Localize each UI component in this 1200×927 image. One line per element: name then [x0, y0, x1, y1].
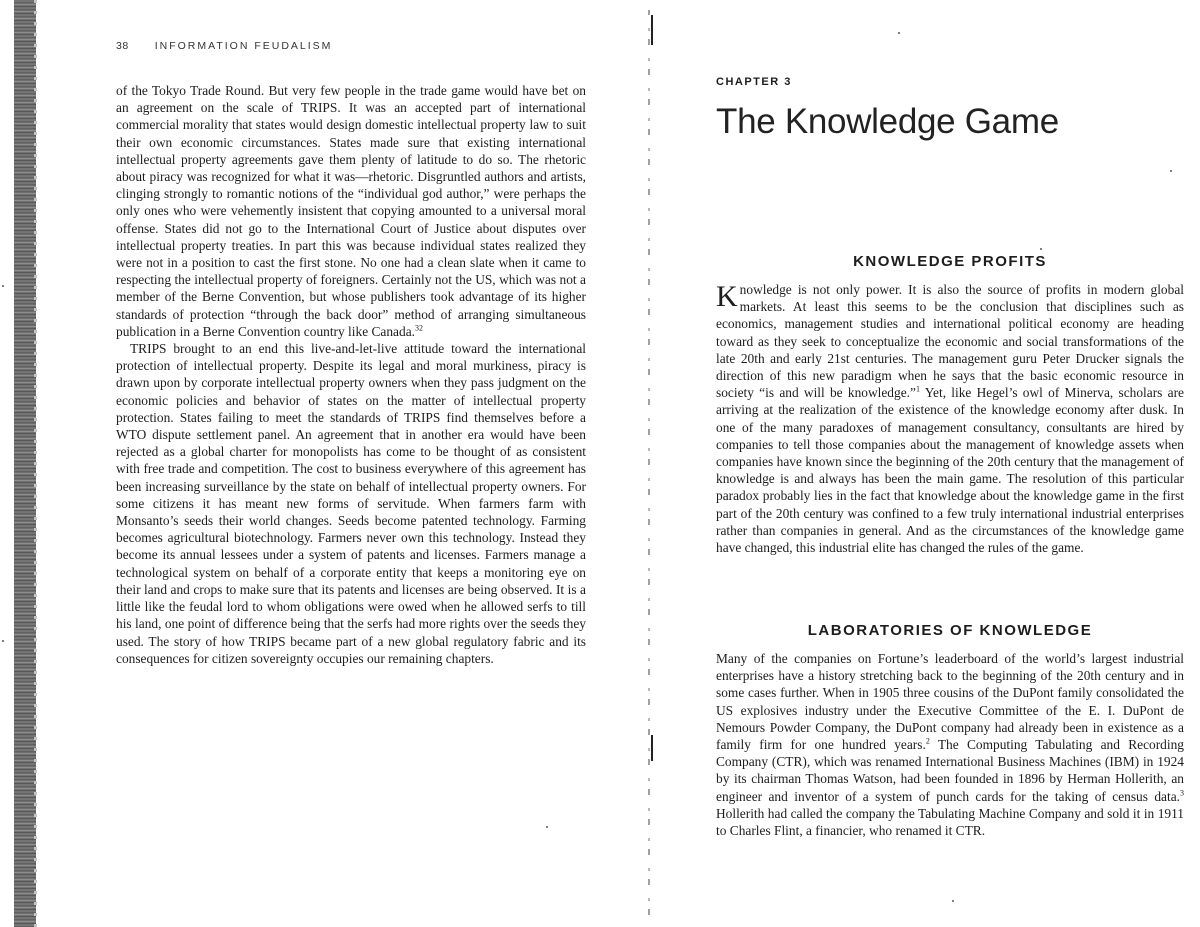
book-gutter: [648, 10, 650, 915]
left-page: [116, 40, 586, 667]
drop-cap: K: [716, 280, 738, 313]
paragraph: Knowledge is not only power. It is also the source of profits in modern global markets. At least this seems to be the conclusion that disciplines such as economics, management studies and international political economy are heading toward as they seek to conceptualize the economic and social transformations of the late 20th and early 21st centuries. The management guru Peter Drucker signals the direction of this new paradigm when he says that the basic economic resource in society “is and will be knowledge.”$^1$ Yet, like Hegel’s owl of Minerva, scholars are arriving at the realization of the existence of the knowledge economy after dusk. In one of the many paradoxes of management consultancy, consultants are hired by companies to tell those companies about the management of knowledge assets when companies have known since the beginning of the 20th century that the management of knowledge is and always has been the main game. The resolution of this particular paradox probably lies in the fact that knowledge about the knowledge game in the first part of the 20th century was confined to a few truly international industrial enterprises rather than companies in general. And as the circumstances of the knowledge game have changed, this industrial elite has changed the rules of the game.: [716, 280, 1184, 556]
scan-edge-left: [14, 0, 36, 927]
paragraph: Many of the companies on Fortune’s leaderboard of the world’s largest industrial enterprises have a history stretching back to the beginning of the 20th century and in some cases further. When in 1905 three cousins of the DuPont family consolidated the US explosives industry under the Executive Committee of the E. I. DuPont de Nemours Powder Company, the DuPont company had already been in existence as a family firm for one hundred years.$^2$ The Computing Tabulating and Recording Company (CTR), which was renamed International Business Machines (IBM) in 1924 by its chairman Thomas Watson, had been founded in 1896 by Herman Hollerith, an engineer and inventor of a system of punch cards for the taking of census data.$^3$ Hollerith had called the company the Tabulating Machine Company and sold it in 1911 to Charles Flint, a financier, who renamed it CTR.: [716, 651, 1184, 839]
paragraph: of the Tokyo Trade Round. But very few people in the trade game would have bet on an agreement on the scale of TRIPS. It was an accepted part of international commercial morality that states would design domestic intellectual property law to suit their own economic circumstances. States made sure that existing international intellectual property agreements gave them plenty of latitude to do so. The rhetoric about piracy was recognized for what it was—rhetoric. Disgruntled authors and artists, clinging strongly to romantic notions of the “individual god author,” were perhaps the only ones who were vehemently insistent that copying amounted to a universal moral offense. States did not go to the International Court of Justice about disputes over intellectual property treaties. In part this was because individual states realized they were not in a position to cast the first stone. No one had a clean slate when it came to respecting the intellectual property of foreigners. Certainly not the US, which was not a member of the Berne Convention, but whose publishers took advantage of its higher standards of protection “through the back door” method of arranging simultaneous publication in a Berne Convention country like Canada.$^{32}$: [116, 83, 586, 339]
section-heading: KNOWLEDGE PROFITS: [853, 253, 1047, 270]
chapter-label: CHAPTER 3: [716, 76, 792, 88]
paragraph: TRIPS brought to an end this live-and-let-live attitude toward the international protection of intellectual property. Despite its legal and moral murkiness, piracy is drawn upon by corporate intellectual property owners when they pass judgment on the economic policies and behavior of states on the matter of intellectual property protection. States failing to meet the standards of TRIPS find themselves before a WTO dispute settlement panel. An agreement that in another era would have been rejected as a global charter for monopolists has come to be thought of as consistent with free trade and competition. The cost to business everywhere of this agreement has been increasing surveillance by the state on behalf of intellectual property owners. For some citizens it has meant new forms of servitude. When farmers farm with Monsanto’s seeds their world changes. Seeds become patented technology. Farming becomes agricultural biotechnology. Farmers never own this technology. Instead they become its annual lessees under a system of patents and licenses. Farmers manage a technological system on behalf of a corporate entity that keeps a monitoring eye on their land and crops to make sure that its patents and licenses are being observed. It is a little like the feudal lord to whom obligations were owed when he allowed serfs to till his land, one point of difference being that the serfs had more rights over the seeds they used. The story of how TRIPS became part of a new global regulatory fabric and its consequences for citizen sovereignty occupies our remaining chapters.: [116, 341, 586, 666]
scan-speck: [2, 285, 4, 287]
running-head: [116, 40, 586, 60]
footnote-marker: 3: [1180, 788, 1184, 798]
scan-speck: [1170, 170, 1172, 172]
footnote-marker: 1: [915, 384, 920, 394]
gutter-mark: [651, 15, 653, 45]
scan-speck: [952, 900, 954, 902]
scan-speck: [898, 32, 900, 34]
footnote-marker: 32: [414, 323, 423, 333]
right-page: [716, 76, 1184, 839]
page-number: 38: [116, 40, 129, 52]
section-heading: LABORATORIES OF KNOWLEDGE: [807, 622, 1093, 639]
scan-speck: [1040, 248, 1042, 250]
scan-speck: [2, 640, 4, 642]
chapter-title: The Knowledge Game: [716, 102, 1059, 141]
footnote-marker: 2: [925, 736, 930, 746]
gutter-mark: [651, 735, 653, 761]
scan-speck: [546, 826, 548, 828]
running-head-title: INFORMATION FEUDALISM: [154, 40, 333, 52]
